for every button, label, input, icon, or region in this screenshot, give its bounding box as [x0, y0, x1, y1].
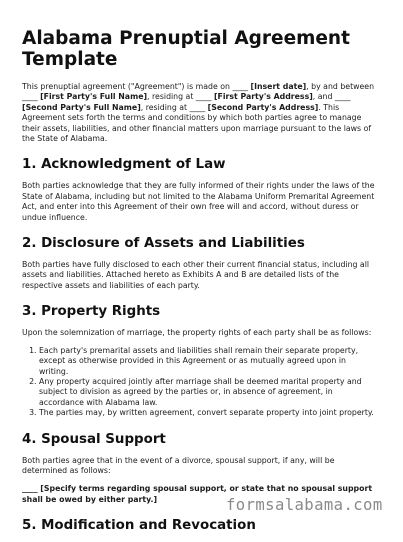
placeholder-first-name: [First Party's Full Name]	[40, 92, 148, 102]
placeholder-date: [Insert date]	[250, 82, 307, 91]
list-item-line: 2. Any property acquired jointly after marriage shall be deemed marital property and	[39, 376, 362, 386]
section-paragraph	[22, 328, 384, 338]
intro-text: , residing at	[147, 92, 196, 102]
paragraph-line: Both parties agree that in the event of a divorce, spousal support, if any, will be	[22, 455, 335, 465]
intro-line	[22, 92, 384, 102]
section-heading-property-rights: 3. Property Rights	[22, 304, 161, 320]
list-item	[39, 346, 384, 377]
list-item-line: 1. Each party's premarital assets and liabilities shall remain their separate property,	[39, 345, 359, 355]
placeholder-first-address: [First Party's Address]	[213, 92, 313, 102]
paragraph-line: Upon the solemnization of marriage, the property rights of each party shall be as follows:	[22, 328, 372, 338]
intro-line: their assets, liabilities, and other financial matters upon marriage pursuant to the laws of	[22, 123, 372, 133]
section-heading-spousal-support: 4. Spousal Support	[22, 431, 166, 447]
property-rights-list	[22, 346, 384, 419]
title-line: Alabama Prenuptial Agreement	[22, 28, 350, 49]
list-item	[39, 408, 384, 418]
list-item-line: subject to division as agreed by the parties or, in absence of agreement, in	[39, 387, 333, 397]
section-heading-modification: 5. Modification and Revocation	[22, 518, 256, 534]
blank-line: ____	[195, 92, 212, 102]
intro-line	[22, 103, 384, 113]
paragraph-line: Act, and enter into this Agreement of their own free will and accord, without duress or	[22, 202, 359, 212]
paragraph-line: determined as follows:	[22, 465, 111, 475]
title-line: Template	[22, 49, 118, 70]
intro-line: Agreement sets forth the terms and conditions by which both parties agree to manage	[22, 113, 362, 123]
paragraph-line: Both parties acknowledge that they are fully informed of their rights under the laws of the	[22, 181, 375, 191]
blank-line: ____	[189, 102, 206, 112]
blank-line: ____	[22, 92, 38, 102]
section-heading-acknowledgment: 1. Acknowledgment of Law	[22, 157, 226, 173]
intro-paragraph	[22, 82, 384, 144]
intro-text: . This	[318, 102, 340, 112]
placeholder-line: ____ [Specify terms regarding spousal support, or state that no spousal support	[22, 484, 373, 494]
section-paragraph	[22, 181, 384, 223]
document-body	[22, 28, 384, 542]
watermark-text: formsalabama.com	[226, 496, 383, 514]
document-title	[22, 28, 384, 70]
section-paragraph	[22, 456, 384, 477]
section-paragraph	[22, 260, 384, 291]
list-item-line: writing.	[39, 366, 69, 376]
intro-text: , and	[312, 92, 335, 102]
intro-text: , by and between	[306, 82, 375, 91]
placeholder-second-address: [Second Party's Address]	[207, 102, 319, 112]
list-item-line: 3. The parties may, by written agreement, convert separate property into joint property.	[39, 408, 374, 418]
paragraph-line: respective assets and liabilities of each party.	[22, 280, 200, 290]
paragraph-line: Both parties have fully disclosed to each other their current financial status, including all	[22, 260, 370, 270]
list-item-line: accordance with Alabama law.	[39, 397, 158, 407]
intro-line	[22, 82, 384, 92]
intro-line: the State of Alabama.	[22, 134, 108, 144]
intro-text: , residing at	[140, 102, 190, 112]
blank-line: ____	[232, 82, 249, 91]
list-item-line: except as otherwise provided in this Agreement or as mutually agreed upon in	[39, 356, 346, 366]
placeholder-second-name: [Second Party's Full Name]	[22, 102, 141, 112]
paragraph-line: assets and liabilities. Attached hereto as Exhibits A and B are detailed lists of the	[22, 270, 339, 280]
list-item	[39, 377, 384, 408]
paragraph-line: State of Alabama, including but not limited to the Alabama Uniform Premarital Agreement	[22, 191, 375, 201]
section-heading-disclosure: 2. Disclosure of Assets and Liabilities	[22, 236, 305, 252]
intro-text: This prenuptial agreement ("Agreement") is made on	[22, 82, 233, 91]
paragraph-line: undue influence.	[22, 212, 88, 222]
placeholder-line: shall be owed by either party.]	[22, 494, 158, 504]
blank-line: ____	[334, 92, 351, 102]
